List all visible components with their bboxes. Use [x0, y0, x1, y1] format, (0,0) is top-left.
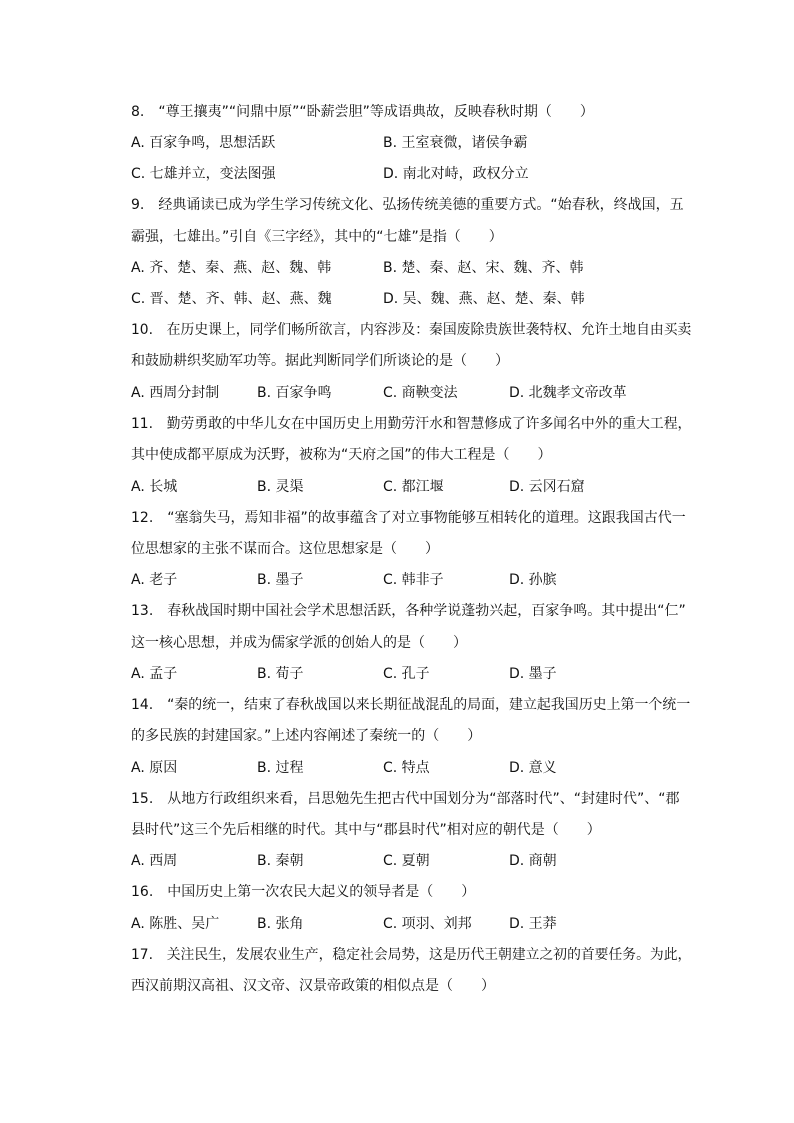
question-11-text-line-2: 其中使成都平原成为沃野，被称为“天府之国”的伟大工程是（ ）	[131, 447, 552, 463]
question-11-option-d: D. 云冈石窟	[509, 479, 585, 495]
question-14-option-c: C. 特点	[383, 760, 430, 776]
question-14-option-b: B. 过程	[257, 760, 304, 776]
question-10-text-line-2: 和鼓励耕织奖励军功等。据此判断同学们所谈论的是（ ）	[131, 353, 509, 369]
question-15-option-c: C. 夏朝	[383, 853, 430, 869]
question-11-text-line-1: 11. 勤劳勇敢的中华儿女在中国历史上用勤劳汗水和智慧修成了许多闻名中外的重大工程，	[131, 416, 692, 432]
question-10-text-line-1: 10. 在历史课上，同学们畅所欲言，内容涉及：秦国废除贵族世袭特权、允许土地自由买卖	[131, 322, 692, 338]
question-13-option-c: C. 孔子	[383, 666, 430, 682]
question-8-option-a: A. 百家争鸣，思想活跃	[131, 135, 276, 151]
question-8-option-d: D. 南北对峙，政权分立	[383, 166, 529, 182]
question-11-option-c: C. 都江堰	[383, 479, 444, 495]
question-15-option-d: D. 商朝	[509, 853, 557, 869]
question-12-text-line-1: 12. “塞翁失马，焉知非福”的故事蕴含了对立事物能够互相转化的道理。这跟我国古代一	[131, 510, 686, 526]
question-17-text-line-2: 西汉前期汉高祖、汉文帝、汉景帝政策的相似点是（ ）	[131, 978, 495, 994]
question-14-option-d: D. 意义	[509, 760, 557, 776]
question-17-text-line-1: 17. 关注民生，发展农业生产，稳定社会局势，这是历代王朝建立之初的首要任务。为此，	[131, 947, 692, 963]
question-16-option-b: B. 张角	[257, 916, 304, 932]
question-11-option-b: B. 灵渠	[257, 479, 304, 495]
question-13-option-b: B. 荀子	[257, 666, 304, 682]
question-12-option-c: C. 韩非子	[383, 572, 444, 588]
question-14-text-line-2: 的多民族的封建国家。”上述内容阐述了秦统一的（ ）	[131, 728, 482, 744]
question-10-option-b: B. 百家争鸣	[257, 385, 332, 401]
question-15-option-a: A. 西周	[131, 853, 178, 869]
question-10-option-d: D. 北魏孝文帝改革	[509, 385, 627, 401]
question-15-text-line-1: 15. 从地方行政组织来看，吕思勉先生把古代中国划分为“部落时代”、“封建时代”、“郡	[131, 791, 680, 807]
question-9-option-a: A. 齐、楚、秦、燕、赵、魏、韩	[131, 260, 332, 276]
question-14-text-line-1: 14. “秦的统一，结束了春秋战国以来长期征战混乱的局面，建立起我国历史上第一个统一	[131, 697, 691, 713]
question-13-text-line-2: 这一核心思想，并成为儒家学派的创始人的是（ ）	[131, 635, 467, 651]
question-14-option-a: A. 原因	[131, 760, 178, 776]
question-9-option-b: B. 楚、秦、赵、宋、魏、齐、韩	[383, 260, 584, 276]
question-8-text: 8. “尊王攘夷”“问鼎中原”“卧薪尝胆”等成语典故，反映春秋时期（ ）	[131, 104, 594, 120]
question-15-text-line-2: 县时代”这三个先后相继的时代。其中与“郡县时代”相对应的朝代是（ ）	[131, 822, 601, 838]
question-12-text-line-2: 位思想家的主张不谋而合。这位思想家是（ ）	[131, 541, 439, 557]
question-13-text-line-1: 13. 春秋战国时期中国社会学术思想活跃，各种学说蓬勃兴起，百家争鸣。其中提出“仁”	[131, 603, 686, 619]
question-10-option-c: C. 商鞅变法	[383, 385, 458, 401]
question-16-text: 16. 中国历史上第一次农民大起义的领导者是（ ）	[131, 884, 476, 900]
question-9-option-c: C. 晋、楚、齐、韩、赵、燕、魏	[131, 291, 332, 307]
question-15-option-b: B. 秦朝	[257, 853, 304, 869]
question-16-option-a: A. 陈胜、吴广	[131, 916, 220, 932]
question-11-option-a: A. 长城	[131, 479, 178, 495]
question-9-text-line-1: 9. 经典诵读已成为学生学习传统文化、弘扬传统美德的重要方式。“始春秋，终战国，五	[131, 197, 684, 213]
question-16-option-c: C. 项羽、刘邦	[383, 916, 472, 932]
question-9-text-line-2: 霸强，七雄出。”引自《三字经》，其中的“七雄”是指（ ）	[131, 229, 503, 245]
question-13-option-d: D. 墨子	[509, 666, 557, 682]
question-13-option-a: A. 孟子	[131, 666, 178, 682]
question-16-option-d: D. 王莽	[509, 916, 557, 932]
question-12-option-d: D. 孙膑	[509, 572, 557, 588]
question-10-option-a: A. 西周分封制	[131, 385, 220, 401]
question-9-option-d: D. 吴、魏、燕、赵、楚、秦、韩	[383, 291, 585, 307]
question-12-option-b: B. 墨子	[257, 572, 304, 588]
question-12-option-a: A. 老子	[131, 572, 178, 588]
question-8-option-b: B. 王室衰微，诸侯争霸	[383, 135, 528, 151]
question-8-option-c: C. 七雄并立，变法图强	[131, 166, 276, 182]
